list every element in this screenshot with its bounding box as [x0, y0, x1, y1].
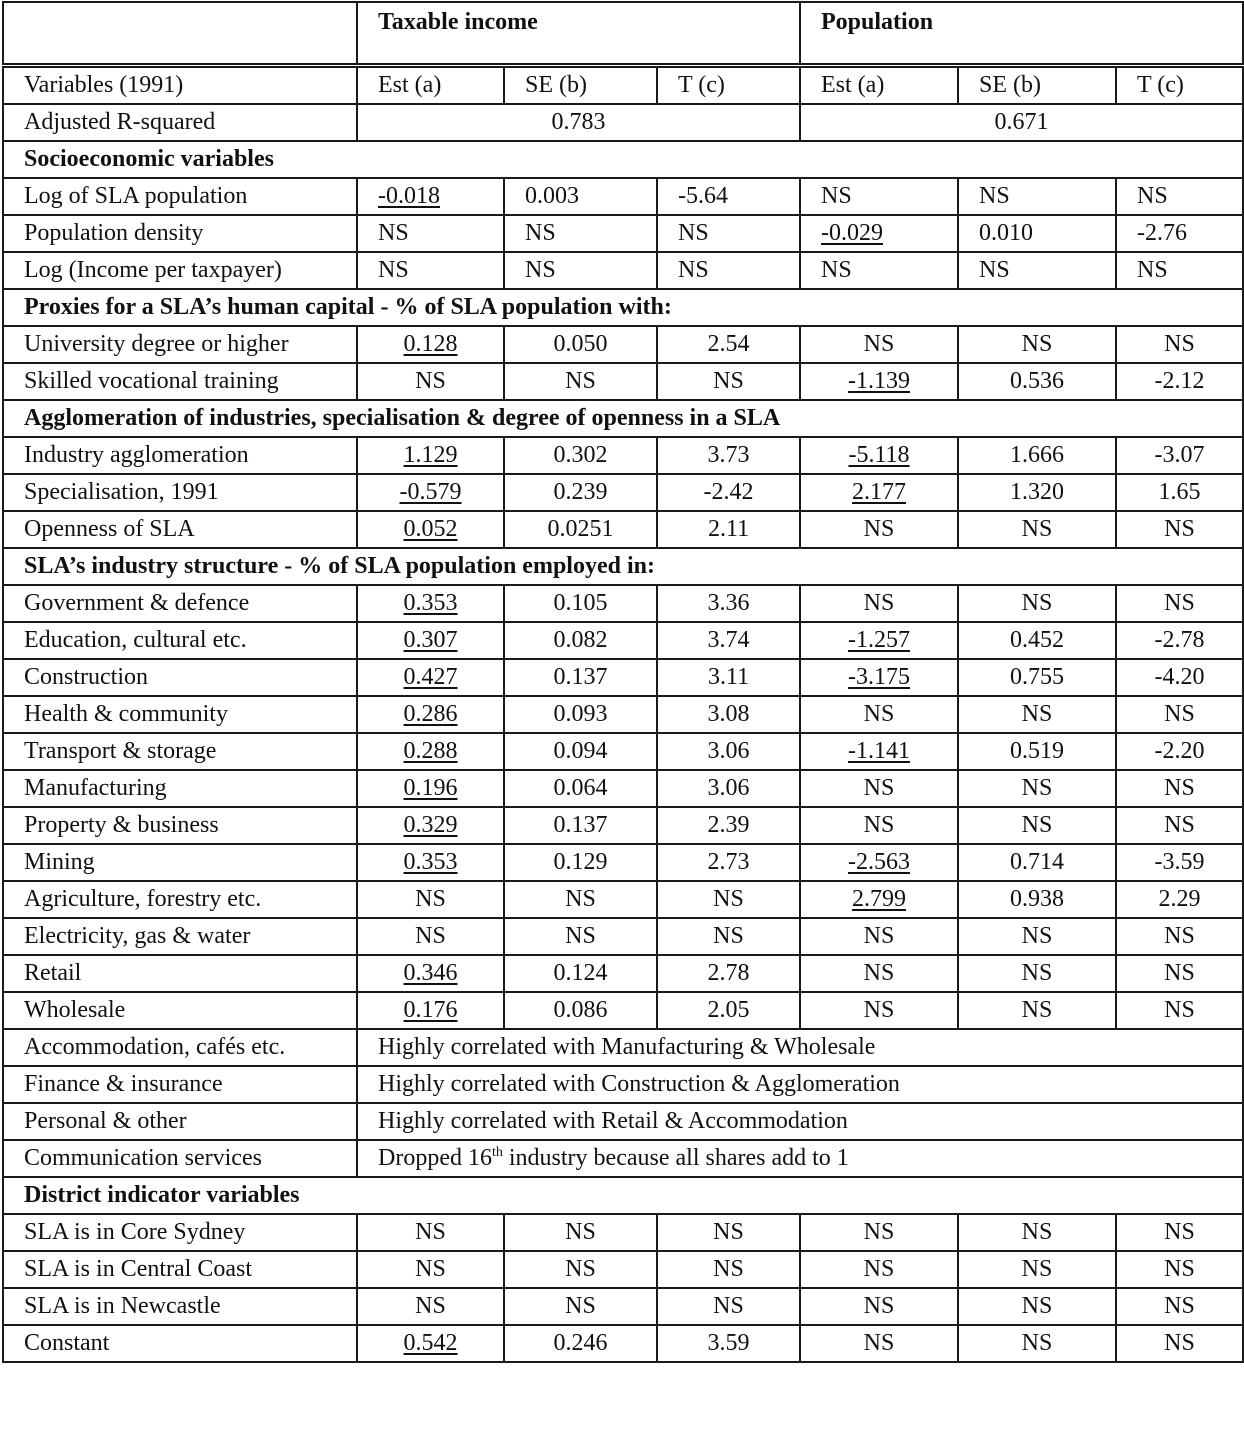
ti-est-cell: NS: [357, 918, 504, 955]
pop-se-cell: NS: [958, 1288, 1116, 1325]
variables-header: Variables (1991): [3, 66, 357, 105]
table-row: [3, 770, 1243, 807]
ti-se-cell: 0.124: [504, 955, 657, 992]
pop-se-cell: NS: [958, 992, 1116, 1029]
ti-se-cell: 0.093: [504, 696, 657, 733]
pop-se-cell: 1.666: [958, 437, 1116, 474]
significant-value: 2.177: [852, 479, 907, 505]
note-text: Highly correlated with Retail & Accommodation: [357, 1103, 1243, 1140]
note-superscript: th: [491, 1145, 503, 1160]
row-label: Adjusted R-squared: [3, 104, 357, 141]
pop-se-cell: NS: [958, 955, 1116, 992]
ti-t-cell: NS: [657, 918, 800, 955]
section-header-row: [3, 400, 1243, 437]
ti-est-cell: [357, 844, 504, 881]
ti-t-cell: NS: [657, 881, 800, 918]
ti-se-cell: 0.105: [504, 585, 657, 622]
pop-se-cell: NS: [958, 1325, 1116, 1362]
significant-value: -0.018: [378, 183, 440, 209]
pop-se-cell: NS: [958, 1214, 1116, 1251]
ti-se-cell: 0.050: [504, 326, 657, 363]
table-row: [3, 1288, 1243, 1325]
ti-t-cell: NS: [657, 1288, 800, 1325]
row-label: Industry agglomeration: [3, 437, 357, 474]
pop-se-cell: 0.452: [958, 622, 1116, 659]
ti-se-cell: 0.129: [504, 844, 657, 881]
pop-se-cell: NS: [958, 326, 1116, 363]
pop-est-cell: NS: [800, 955, 958, 992]
pop-est-cell: [800, 844, 958, 881]
significant-value: 0.052: [403, 516, 458, 542]
table-row: [3, 733, 1243, 770]
significant-value: -1.139: [848, 368, 911, 394]
table-row: [3, 215, 1243, 252]
note-text: Highly correlated with Manufacturing & Wholesale: [357, 1029, 1243, 1066]
ti-t-cell: 2.54: [657, 326, 800, 363]
ti-est-cell: [357, 696, 504, 733]
ti-t-cell: 3.74: [657, 622, 800, 659]
ti-se-cell: 0.082: [504, 622, 657, 659]
ti-est-cell: [357, 770, 504, 807]
pop-est-cell: [800, 659, 958, 696]
table-row: [3, 363, 1243, 400]
section-header-row: [3, 289, 1243, 326]
table-row: [3, 659, 1243, 696]
ti-se-cell: 0.137: [504, 659, 657, 696]
pop-t-cell: -2.78: [1116, 622, 1243, 659]
pop-est-cell: [800, 215, 958, 252]
pop-est-cell: NS: [800, 1214, 958, 1251]
row-label: Log of SLA population: [3, 178, 357, 215]
significant-value: -3.175: [848, 664, 911, 690]
ti-est-cell: [357, 326, 504, 363]
pop-se-cell: NS: [958, 1251, 1116, 1288]
pop-se-cell: NS: [958, 807, 1116, 844]
pop-se-cell: NS: [958, 511, 1116, 548]
row-label: Finance & insurance: [3, 1066, 357, 1103]
pop-t-cell: -3.59: [1116, 844, 1243, 881]
ti-est-cell: [357, 955, 504, 992]
pop-se-cell: 0.519: [958, 733, 1116, 770]
pop-est-cell: NS: [800, 770, 958, 807]
ti-se-cell: 0.094: [504, 733, 657, 770]
ti-se-cell: NS: [504, 215, 657, 252]
ti-t-cell: 3.36: [657, 585, 800, 622]
pop-est-cell: NS: [800, 696, 958, 733]
significant-value: -2.563: [848, 849, 911, 875]
section-agglomeration: Agglomeration of industries, specialisation & degree of openness in a SLA: [3, 400, 1243, 437]
ti-est-cell: [357, 511, 504, 548]
row-label: SLA is in Newcastle: [3, 1288, 357, 1325]
significant-value: 0.176: [403, 997, 458, 1023]
pop-t-cell: NS: [1116, 955, 1243, 992]
row-label: Wholesale: [3, 992, 357, 1029]
significant-value: 0.307: [403, 627, 458, 653]
table-row: [3, 585, 1243, 622]
row-label: Transport & storage: [3, 733, 357, 770]
pop-t-cell: NS: [1116, 1325, 1243, 1362]
row-label: SLA is in Central Coast: [3, 1251, 357, 1288]
pop-t-header: T (c): [1116, 66, 1243, 105]
section-human-capital: Proxies for a SLA’s human capital - % of SLA population with:: [3, 289, 1243, 326]
ti-est-cell: NS: [357, 252, 504, 289]
pop-t-cell: NS: [1116, 807, 1243, 844]
section-header-row: [3, 1177, 1243, 1214]
pop-est-cell: [800, 474, 958, 511]
ti-est-cell: NS: [357, 363, 504, 400]
row-label: University degree or higher: [3, 326, 357, 363]
pop-se-cell: 0.755: [958, 659, 1116, 696]
pop-t-cell: NS: [1116, 511, 1243, 548]
ti-t-cell: 3.73: [657, 437, 800, 474]
table-row: [3, 252, 1243, 289]
row-label: Education, cultural etc.: [3, 622, 357, 659]
ti-se-cell: NS: [504, 881, 657, 918]
ti-t-cell: NS: [657, 252, 800, 289]
row-label: Population density: [3, 215, 357, 252]
ti-se-cell: NS: [504, 1214, 657, 1251]
pop-t-cell: -2.76: [1116, 215, 1243, 252]
ti-se-cell: 0.246: [504, 1325, 657, 1362]
taxable-income-header: Taxable income: [357, 2, 800, 66]
section-header-row: [3, 548, 1243, 585]
pop-se-cell: 1.320: [958, 474, 1116, 511]
ti-est-cell: [357, 807, 504, 844]
table-row: [3, 178, 1243, 215]
row-label: Specialisation, 1991: [3, 474, 357, 511]
pop-t-cell: 2.29: [1116, 881, 1243, 918]
ti-t-cell: 3.59: [657, 1325, 800, 1362]
significant-value: 0.353: [403, 590, 458, 616]
significant-value: 0.196: [403, 775, 458, 801]
pop-est-cell: NS: [800, 585, 958, 622]
adjusted-r-squared-row: [3, 104, 1243, 141]
note-text-before: Dropped 16: [378, 1145, 492, 1171]
section-header-row: [3, 141, 1243, 178]
ti-est-cell: [357, 437, 504, 474]
ti-est-cell: [357, 622, 504, 659]
ti-t-cell: 2.78: [657, 955, 800, 992]
ti-se-header: SE (b): [504, 66, 657, 105]
ti-se-cell: NS: [504, 252, 657, 289]
pop-se-cell: 0.714: [958, 844, 1116, 881]
pop-t-cell: -4.20: [1116, 659, 1243, 696]
pop-t-cell: -3.07: [1116, 437, 1243, 474]
pop-t-cell: NS: [1116, 696, 1243, 733]
ti-est-cell: [357, 733, 504, 770]
pop-est-cell: NS: [800, 1251, 958, 1288]
row-label: Agriculture, forestry etc.: [3, 881, 357, 918]
ti-t-cell: 3.06: [657, 733, 800, 770]
pop-t-cell: NS: [1116, 992, 1243, 1029]
table-row: [3, 918, 1243, 955]
row-label: Skilled vocational training: [3, 363, 357, 400]
pop-est-cell: NS: [800, 992, 958, 1029]
ti-t-cell: 3.11: [657, 659, 800, 696]
note-text: Highly correlated with Construction & Agglomeration: [357, 1066, 1243, 1103]
ti-se-cell: 0.0251: [504, 511, 657, 548]
pop-est-cell: NS: [800, 918, 958, 955]
row-label: Communication services: [3, 1140, 357, 1177]
pop-se-cell: NS: [958, 252, 1116, 289]
ti-se-cell: NS: [504, 1251, 657, 1288]
pop-est-cell: [800, 437, 958, 474]
pop-est-cell: NS: [800, 1325, 958, 1362]
pop-t-cell: -2.20: [1116, 733, 1243, 770]
column-header-row: [3, 66, 1243, 105]
table-row: [3, 622, 1243, 659]
ti-est-cell: [357, 474, 504, 511]
table-row: [3, 807, 1243, 844]
significant-value: 0.128: [403, 331, 458, 357]
significant-value: 2.799: [852, 886, 907, 912]
section-socioeconomic: Socioeconomic variables: [3, 141, 1243, 178]
significant-value: 1.129: [403, 442, 458, 468]
row-label: Health & community: [3, 696, 357, 733]
note-row: [3, 1103, 1243, 1140]
table-row: [3, 696, 1243, 733]
pop-se-cell: 0.010: [958, 215, 1116, 252]
table-row: [3, 992, 1243, 1029]
ti-t-cell: 2.11: [657, 511, 800, 548]
pop-t-cell: -2.12: [1116, 363, 1243, 400]
pop-est-cell: [800, 733, 958, 770]
pop-se-cell: 0.938: [958, 881, 1116, 918]
significant-value: 0.286: [403, 701, 458, 727]
ti-est-cell: [357, 585, 504, 622]
table-row: [3, 1251, 1243, 1288]
note-row: [3, 1029, 1243, 1066]
significant-value: 0.288: [403, 738, 458, 764]
pop-t-cell: NS: [1116, 770, 1243, 807]
ti-est-cell: [357, 178, 504, 215]
pop-t-cell: NS: [1116, 918, 1243, 955]
pop-se-cell: NS: [958, 178, 1116, 215]
pop-se-cell: NS: [958, 918, 1116, 955]
ti-se-cell: 0.086: [504, 992, 657, 1029]
row-label: Manufacturing: [3, 770, 357, 807]
ti-t-cell: -5.64: [657, 178, 800, 215]
pop-se-cell: NS: [958, 585, 1116, 622]
note-row: [3, 1066, 1243, 1103]
row-label: SLA is in Core Sydney: [3, 1214, 357, 1251]
ti-se-cell: 0.137: [504, 807, 657, 844]
table-row: [3, 474, 1243, 511]
ti-est-cell: [357, 992, 504, 1029]
significant-value: -0.579: [399, 479, 462, 505]
significant-value: 0.427: [403, 664, 458, 690]
header-empty-cell: [3, 2, 357, 66]
pop-t-cell: NS: [1116, 585, 1243, 622]
table-row: [3, 955, 1243, 992]
pop-se-cell: NS: [958, 770, 1116, 807]
ti-t-cell: NS: [657, 363, 800, 400]
regression-results-table: [2, 1, 1244, 1363]
pop-est-cell: [800, 363, 958, 400]
pop-est-cell: NS: [800, 1288, 958, 1325]
pop-t-cell: NS: [1116, 178, 1243, 215]
ti-t-cell: NS: [657, 1251, 800, 1288]
ti-est-cell: NS: [357, 215, 504, 252]
table-row: [3, 1325, 1243, 1362]
row-label: Mining: [3, 844, 357, 881]
pop-est-cell: NS: [800, 511, 958, 548]
row-label: Constant: [3, 1325, 357, 1362]
significant-value: 0.542: [403, 1330, 458, 1356]
ti-t-cell: 2.73: [657, 844, 800, 881]
row-label: Accommodation, cafés etc.: [3, 1029, 357, 1066]
row-label: Electricity, gas & water: [3, 918, 357, 955]
ti-t-header: T (c): [657, 66, 800, 105]
population-header: Population: [800, 2, 1243, 66]
ti-est-cell: NS: [357, 1251, 504, 1288]
row-label: Log (Income per taxpayer): [3, 252, 357, 289]
note-text: [357, 1140, 1243, 1177]
row-label: Personal & other: [3, 1103, 357, 1140]
pop-est-cell: [800, 622, 958, 659]
section-district: District indicator variables: [3, 1177, 1243, 1214]
ti-t-cell: NS: [657, 215, 800, 252]
ti-est-header: Est (a): [357, 66, 504, 105]
ti-est-cell: NS: [357, 1214, 504, 1251]
pop-est-cell: NS: [800, 807, 958, 844]
pop-est-cell: NS: [800, 326, 958, 363]
pop-t-cell: NS: [1116, 326, 1243, 363]
significant-value: -1.257: [848, 627, 911, 653]
significant-value: -0.029: [821, 220, 884, 246]
ti-se-cell: 0.003: [504, 178, 657, 215]
table-row: [3, 437, 1243, 474]
pop-se-cell: 0.536: [958, 363, 1116, 400]
ti-se-cell: NS: [504, 918, 657, 955]
pop-se-cell: NS: [958, 696, 1116, 733]
ti-t-cell: 2.39: [657, 807, 800, 844]
significant-value: -1.141: [848, 738, 911, 764]
header-group-row: [3, 2, 1243, 66]
row-label: Property & business: [3, 807, 357, 844]
ti-est-cell: NS: [357, 1288, 504, 1325]
table-row: [3, 844, 1243, 881]
ti-se-cell: 0.239: [504, 474, 657, 511]
pop-t-cell: 1.65: [1116, 474, 1243, 511]
ti-t-cell: NS: [657, 1214, 800, 1251]
row-label: Retail: [3, 955, 357, 992]
ti-t-cell: 2.05: [657, 992, 800, 1029]
pop-t-cell: NS: [1116, 1251, 1243, 1288]
pop-est-header: Est (a): [800, 66, 958, 105]
ti-t-cell: 3.06: [657, 770, 800, 807]
pop-t-cell: NS: [1116, 252, 1243, 289]
significant-value: -5.118: [848, 442, 910, 468]
section-industry-structure: SLA’s industry structure - % of SLA population employed in:: [3, 548, 1243, 585]
pop-t-cell: NS: [1116, 1214, 1243, 1251]
table-row: [3, 511, 1243, 548]
ti-r-squared: 0.783: [357, 104, 800, 141]
pop-se-header: SE (b): [958, 66, 1116, 105]
table-row: [3, 881, 1243, 918]
ti-t-cell: -2.42: [657, 474, 800, 511]
ti-t-cell: 3.08: [657, 696, 800, 733]
row-label: Government & defence: [3, 585, 357, 622]
ti-se-cell: NS: [504, 1288, 657, 1325]
pop-est-cell: NS: [800, 178, 958, 215]
ti-se-cell: NS: [504, 363, 657, 400]
table-row: [3, 1214, 1243, 1251]
row-label: Construction: [3, 659, 357, 696]
ti-se-cell: 0.064: [504, 770, 657, 807]
significant-value: 0.346: [403, 960, 458, 986]
significant-value: 0.353: [403, 849, 458, 875]
note-row: [3, 1140, 1243, 1177]
table-row: [3, 326, 1243, 363]
pop-est-cell: NS: [800, 252, 958, 289]
ti-est-cell: NS: [357, 881, 504, 918]
significant-value: 0.329: [403, 812, 458, 838]
row-label: Openness of SLA: [3, 511, 357, 548]
note-text-after: industry because all shares add to 1: [502, 1145, 849, 1171]
ti-est-cell: [357, 1325, 504, 1362]
pop-t-cell: NS: [1116, 1288, 1243, 1325]
pop-r-squared: 0.671: [800, 104, 1243, 141]
pop-est-cell: [800, 881, 958, 918]
ti-est-cell: [357, 659, 504, 696]
ti-se-cell: 0.302: [504, 437, 657, 474]
